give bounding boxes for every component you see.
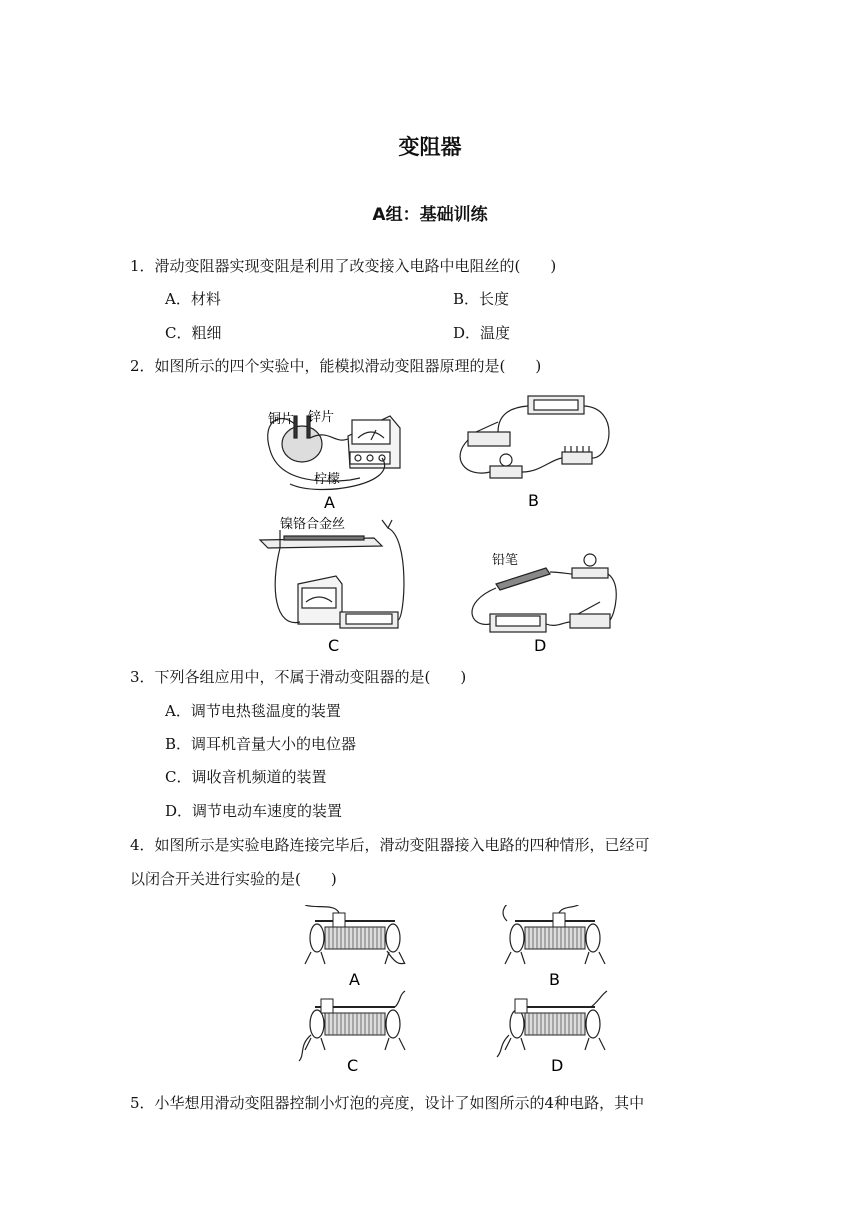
rheostat-d [497, 991, 607, 1057]
q3-option-a: A．调节电热毯温度的装置 [165, 702, 341, 720]
panel-b-circuit [460, 396, 609, 478]
page-title: 变阻器 [398, 135, 462, 159]
q4-caption-d: D [551, 1056, 564, 1075]
q1-option-b: B．长度 [453, 290, 510, 308]
panel-c-nichrome-circuit [260, 520, 404, 628]
section-heading: A组：基础训练 [372, 205, 488, 225]
q4-figure-svg [295, 905, 615, 1075]
caption-c: C [328, 636, 340, 655]
q1-option-d: D．温度 [453, 324, 511, 342]
label-lemon: 柠檬 [314, 472, 341, 487]
q4-caption-c: C [347, 1056, 359, 1075]
rheostat-c [299, 991, 405, 1061]
label-nichrome: 镍铬合金丝 [280, 517, 346, 532]
q4-figure [295, 905, 615, 1075]
question-4-stem-line1: 4．如图所示是实验电路连接完毕后，滑动变阻器接入电路的四种情形，已经可 [130, 836, 650, 854]
caption-d: D [534, 636, 547, 655]
label-copper: 铜片 [268, 412, 295, 427]
q3-option-d: D．调节电动车速度的装置 [165, 802, 343, 820]
question-5-stem-line1: 5．小华想用滑动变阻器控制小灯泡的亮度，设计了如图所示的4种电路，其中 [130, 1094, 645, 1112]
label-zinc: 锌片 [308, 410, 335, 425]
caption-a: A [324, 493, 335, 512]
q4-caption-a: A [349, 970, 360, 989]
question-4-stem-line2: 以闭合开关进行实验的是( ) [130, 870, 337, 888]
question-1-stem: 1．滑动变阻器实现变阻是利用了改变接入电路中电阻丝的( ) [130, 257, 557, 275]
q4-caption-b: B [549, 970, 560, 989]
caption-b: B [528, 491, 539, 510]
q1-option-a: A．材料 [165, 290, 221, 308]
q2-figure [250, 388, 620, 656]
label-pencil: 铅笔 [492, 553, 519, 568]
q3-option-b: B．调耳机音量大小的电位器 [165, 735, 357, 753]
question-2-stem: 2．如图所示的四个实验中，能模拟滑动变阻器原理的是( ) [130, 357, 542, 375]
q1-option-c: C．粗细 [165, 324, 222, 342]
question-3-stem: 3．下列各组应用中，不属于滑动变阻器的是( ) [130, 668, 467, 686]
q3-option-c: C．调收音机频道的装置 [165, 768, 327, 786]
rheostat-b [503, 905, 605, 964]
rheostat-a [305, 905, 405, 964]
q2-figure-svg [250, 388, 620, 656]
